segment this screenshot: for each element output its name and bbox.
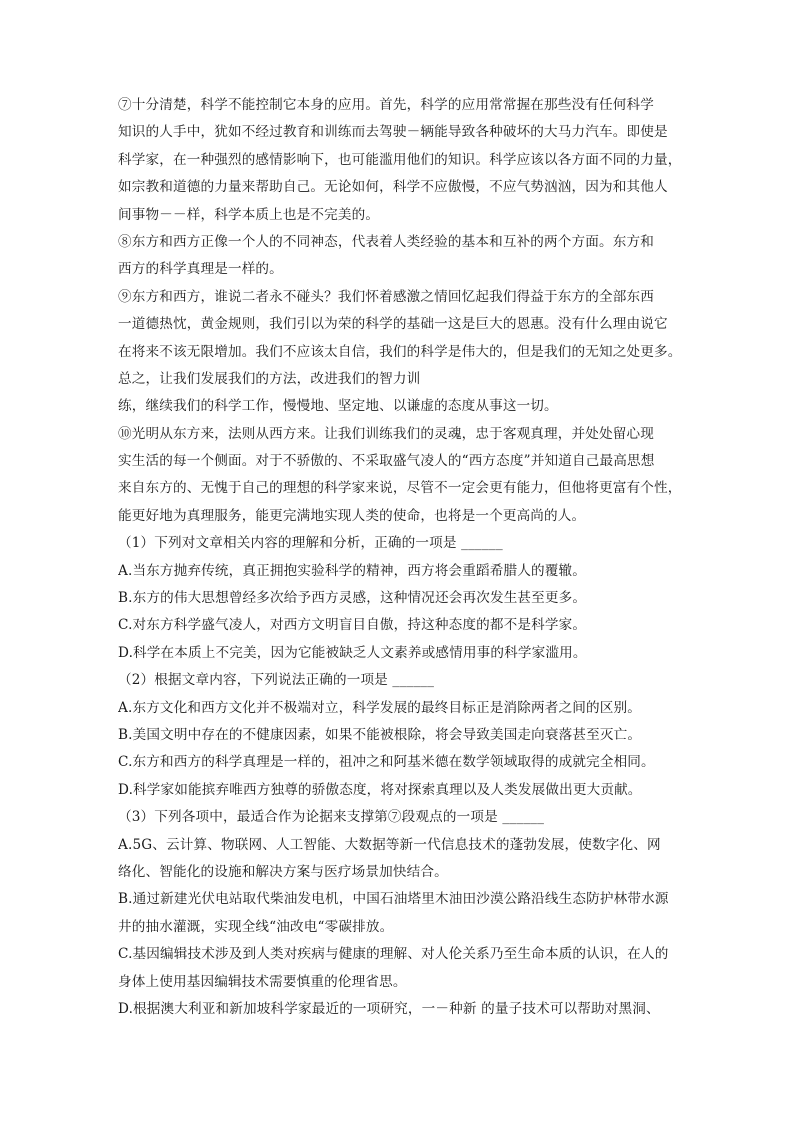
text-line: 井的抽水灌溉，实现全线“油改电“零碳排放。: [118, 918, 394, 935]
question-1-option-b: B.东方的伟大思想曾经多次给予西方灵感，这种情况还会再次发生甚至更多。: [118, 590, 587, 607]
question-1-option-d: D.科学在本质上不完美，因为它能被缺乏人文素养或感情用事的科学家滥用。: [118, 644, 587, 661]
text-line: 知识的人手中，犹如不经过教育和训练而去驾驶－辆能导致各种破坏的大马力汽车。即使是: [118, 124, 668, 141]
question-2-stem: （2）根据文章内容，下列说法正确的一项是 ______: [118, 672, 435, 689]
text-line: 身体上使用基因编辑技术需要慎重的伦理省思。: [118, 973, 407, 990]
text-line: 络化、智能化的设施和解决方案与医疗场景加快结合。: [118, 863, 448, 880]
text-line: ⑨东方和西方，谁说二者永不碰头？我们怀着感激之情回忆起我们得益于东方的全部东西: [118, 288, 655, 305]
text-line: 科学家，在一种强烈的感情影响下，也可能滥用他们的知识。科学应该以各方面不同的力量，: [118, 151, 682, 168]
text-line: 如宗教和道德的力量来帮助自己。无论如何，科学不应傲慢，不应气势汹汹，因为和其他人: [118, 179, 668, 196]
question-1-stem: （1）下列对文章相关内容的理解和分析，正确的一项是 ______: [118, 535, 503, 552]
question-2-option-a: A.东方文化和西方文化并不极端对立，科学发展的最终目标正是消除两者之间的区别。: [118, 699, 641, 716]
text-line: 能更好地为真理服务，能更完满地实现人类的使命，也将是一个更高尚的人。: [118, 507, 586, 524]
text-line: 间事物－－样，科学本质上也是不完美的。: [118, 206, 380, 223]
text-line: 实生活的每一个侧面。对于不骄傲的、不采取盛气凌人的“西方态度”并知道自己最高思想: [118, 453, 655, 470]
text-line: 练，继续我们的科学工作，慢慢地、坚定地、以谦虚的态度从事这一切。: [118, 398, 558, 415]
question-2-option-d: D.科学家如能摈弃唯西方独尊的骄傲态度，将对探索真理以及人类发展做出更大贡献。: [118, 781, 642, 798]
text-line: 在将来不该无限增加。我们不应该太自信，我们的科学是伟大的，但是我们的无知之处更多。: [118, 343, 682, 360]
text-line: 来自东方的、无愧于自己的理想的科学家来说，尽管不一定会更有能力，但他将更富有个性，: [118, 480, 682, 497]
text-line: 西方的科学真理是一样的。: [118, 261, 283, 278]
question-3-stem: （3）下列各项中，最适合作为论据来支撑第⑦段观点的一项是 ______: [118, 809, 545, 826]
question-3-option-a: A.5G、云计算、物联网、人工智能、大数据等新一代信息技术的蓬勃发展，使数字化、网: [118, 836, 661, 853]
question-3-option-d: D.根据澳大利亚和新加坡科学家最近的一项研究，一－种新 的量子技术可以帮助对黑洞、: [118, 1000, 660, 1017]
text-line: ⑧东方和西方正像一个人的不同神态，代表着人类经验的基本和互补的两个方面。东方和: [118, 233, 655, 250]
text-line: ⑦十分清楚，科学不能控制它本身的应用。首先，科学的应用常常握在那些没有任何科学: [118, 97, 655, 113]
text-line: 一道德热忱，黄金规则，我们引以为荣的科学的基础一这是巨大的恩惠。没有什么理由说它: [118, 316, 668, 333]
question-2-option-c: C.东方和西方的科学真理是一样的，祖冲之和阿基米德在数学领域取得的成就完全相同。: [118, 754, 655, 771]
question-1-option-a: A.当东方抛弃传统，真正拥抱实验科学的精神，西方将会重蹈希腊人的覆辙。: [118, 562, 586, 579]
question-2-option-b: B.美国文明中存在的不健康因素，如果不能被根除，将会导致美国走向衰落甚至灭亡。: [118, 726, 642, 743]
question-1-option-c: C.对东方科学盛气凌人，对西方文明盲目自傲，持这种态度的都不是科学家。: [118, 617, 587, 634]
question-3-option-b: B.通过新建光伏电站取代柴油发电机，中国石油塔里木油田沙漠公路沿线生态防护林带水源: [118, 891, 669, 908]
text-line: ⑩光明从东方来，法则从西方来。让我们训练我们的灵魂，忠于客观真理，并处处留心现: [118, 425, 655, 442]
question-3-option-c: C.基因编辑技术涉及到人类对疾病与健康的理解、对人伦关系乃至生命本质的认识，在人的: [118, 946, 669, 963]
text-line: 总之，让我们发展我们的方法，改进我们的智力训: [118, 370, 421, 387]
